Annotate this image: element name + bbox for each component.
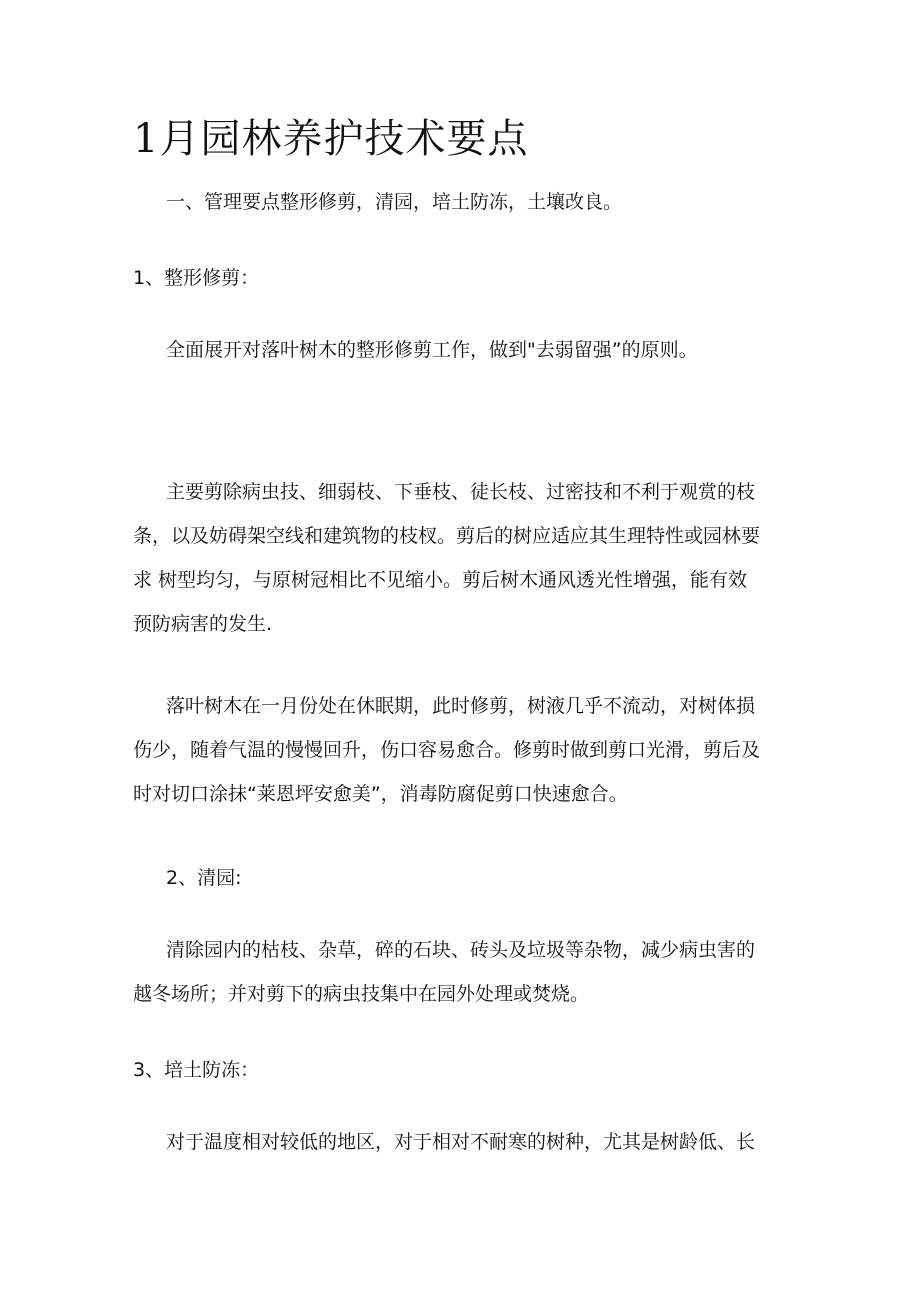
paragraph-line: 对于温度相对较低的地区，对于相对不耐寒的树种，尤其是树龄低、长 [166, 1131, 756, 1153]
paragraph-dormancy-pruning [133, 684, 793, 816]
paragraph-line: 越冬场所；并对剪下的病虫技集中在园外处理或焚烧。 [133, 983, 590, 1005]
paragraph-line: 求 树型均匀，与原树冠相比不见缩小。剪后树木通风透光性增强，能有效 [133, 569, 748, 591]
paragraph-pruning-details [133, 470, 793, 646]
paragraph-line: 伤少，随着气温的慢慢回升，伤口容易愈合。修剪时做到剪口光滑，剪后及 [133, 739, 761, 761]
paragraph-pruning-principle: 全面展开对落叶树木的整形修剪工作，做到"去弱留强”的原则。 [166, 339, 698, 361]
section-heading-cleanup: 2、清园: [166, 867, 242, 889]
document-title: 1月园林养护技术要点 [133, 116, 529, 162]
summary-line: 一、管理要点整形修剪，清园，培土防冻，土壤改良。 [166, 191, 623, 213]
paragraph-line: 主要剪除病虫技、细弱枝、下垂枝、徒长枝、过密技和不利于观赏的枝 [166, 481, 756, 503]
section-heading-pruning: 1、整形修剪： [133, 267, 260, 289]
paragraph-frost [133, 1120, 793, 1164]
paragraph-cleanup [133, 928, 793, 1016]
paragraph-line: 落叶树木在一月份处在休眠期，此时修剪，树液几乎不流动，对树体损 [166, 695, 756, 717]
paragraph-line: 时对切口涂抹“莱恩坪安愈美”，消毒防腐促剪口快速愈合。 [133, 783, 628, 805]
section-heading-frost: 3、培土防冻： [133, 1059, 260, 1081]
paragraph-line: 清除园内的枯枝、杂草，碎的石块、砖头及垃圾等杂物，减少病虫害的 [166, 939, 756, 961]
paragraph-line: 预防病害的发生. [133, 613, 273, 635]
paragraph-line: 条，以及妨碍架空线和建筑物的枝杈。剪后的树应适应其生理特性或园林要 [133, 525, 761, 547]
